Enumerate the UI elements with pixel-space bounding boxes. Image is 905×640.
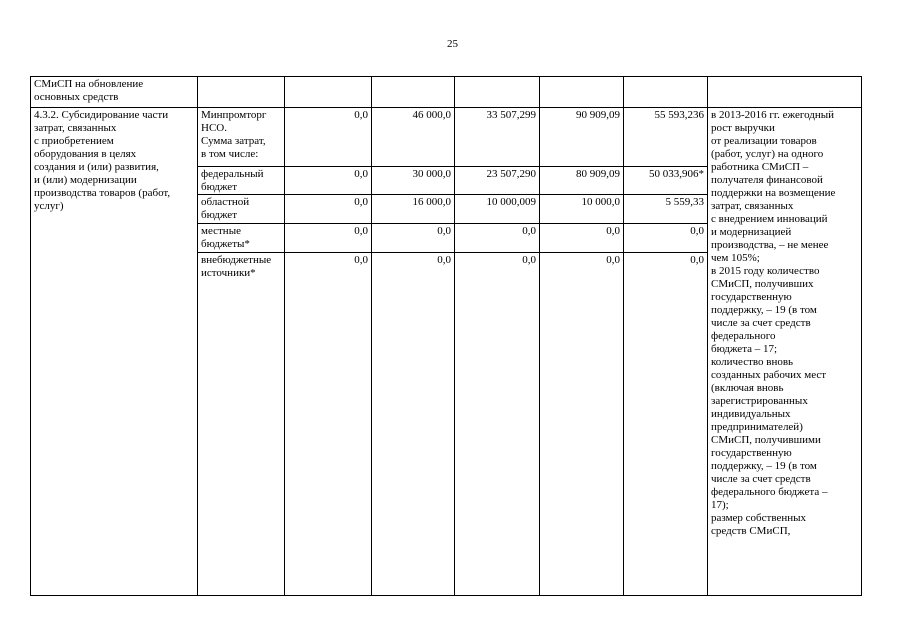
value-cell: 55 593,236 bbox=[624, 108, 708, 167]
value-cell: 10 000,0 bbox=[540, 195, 624, 224]
value-cell: 0,0 bbox=[285, 224, 372, 253]
value-cell: 0,0 bbox=[372, 253, 455, 596]
result-cell: в 2013-2016 гг. ежегодный рост выручки от реализации товаров (работ, услуг) на одного работника СМиСП – получателя финансовой поддержки на возмещение затрат, связанных с внедрением инноваций и модернизацией производства, – не менее чем 105%; в 2015 году количество СМиСП, получивших государственную поддержку, – 19 (в том числе за счет средств федерального бюджета – 17; количество вновь созданных рабочих мест (включая вновь зарегистрированных индивидуальных предпринимателей) СМиСП, получившими государственную поддержку, – 19 (в том числе за счет средств федерального бюджета – 17); размер собственных средств СМиСП, bbox=[708, 108, 862, 596]
value-cell: 0,0 bbox=[285, 195, 372, 224]
value-cell: 23 507,290 bbox=[455, 167, 540, 195]
value-cell: 50 033,906* bbox=[624, 167, 708, 195]
value-cell: 0,0 bbox=[455, 253, 540, 596]
measure-name-cell: СМиСП на обновление основных средств bbox=[31, 77, 198, 108]
value-cell: 10 000,009 bbox=[455, 195, 540, 224]
source-cell: федеральный бюджет bbox=[198, 167, 285, 195]
value-cell: 30 000,0 bbox=[372, 167, 455, 195]
value-cell bbox=[285, 77, 372, 108]
value-cell: 0,0 bbox=[285, 108, 372, 167]
value-cell: 0,0 bbox=[455, 224, 540, 253]
value-cell bbox=[624, 77, 708, 108]
value-cell: 46 000,0 bbox=[372, 108, 455, 167]
source-cell: областной бюджет bbox=[198, 195, 285, 224]
value-cell bbox=[455, 77, 540, 108]
measures-table bbox=[30, 76, 862, 596]
source-cell bbox=[198, 77, 285, 108]
source-cell: внебюджетные источники* bbox=[198, 253, 285, 596]
value-cell: 5 559,33 bbox=[624, 195, 708, 224]
value-cell: 0,0 bbox=[624, 224, 708, 253]
page-number: 25 bbox=[447, 38, 458, 50]
value-cell: 0,0 bbox=[624, 253, 708, 596]
value-cell: 16 000,0 bbox=[372, 195, 455, 224]
value-cell: 0,0 bbox=[540, 224, 624, 253]
table-row bbox=[31, 77, 862, 108]
measure-name-cell: 4.3.2. Субсидирование части затрат, связанных с приобретением оборудования в целях создания и (или) развития, и (или) модернизации производства товаров (работ, услуг) bbox=[31, 108, 198, 596]
result-cell bbox=[708, 77, 862, 108]
value-cell bbox=[540, 77, 624, 108]
table-row bbox=[31, 108, 862, 167]
value-cell: 0,0 bbox=[540, 253, 624, 596]
value-cell: 90 909,09 bbox=[540, 108, 624, 167]
value-cell: 0,0 bbox=[372, 224, 455, 253]
value-cell: 33 507,299 bbox=[455, 108, 540, 167]
value-cell: 80 909,09 bbox=[540, 167, 624, 195]
value-cell: 0,0 bbox=[285, 253, 372, 596]
value-cell: 0,0 bbox=[285, 167, 372, 195]
value-cell bbox=[372, 77, 455, 108]
source-cell: Минпромторг НСО. Сумма затрат, в том числе: bbox=[198, 108, 285, 167]
source-cell: местные бюджеты* bbox=[198, 224, 285, 253]
